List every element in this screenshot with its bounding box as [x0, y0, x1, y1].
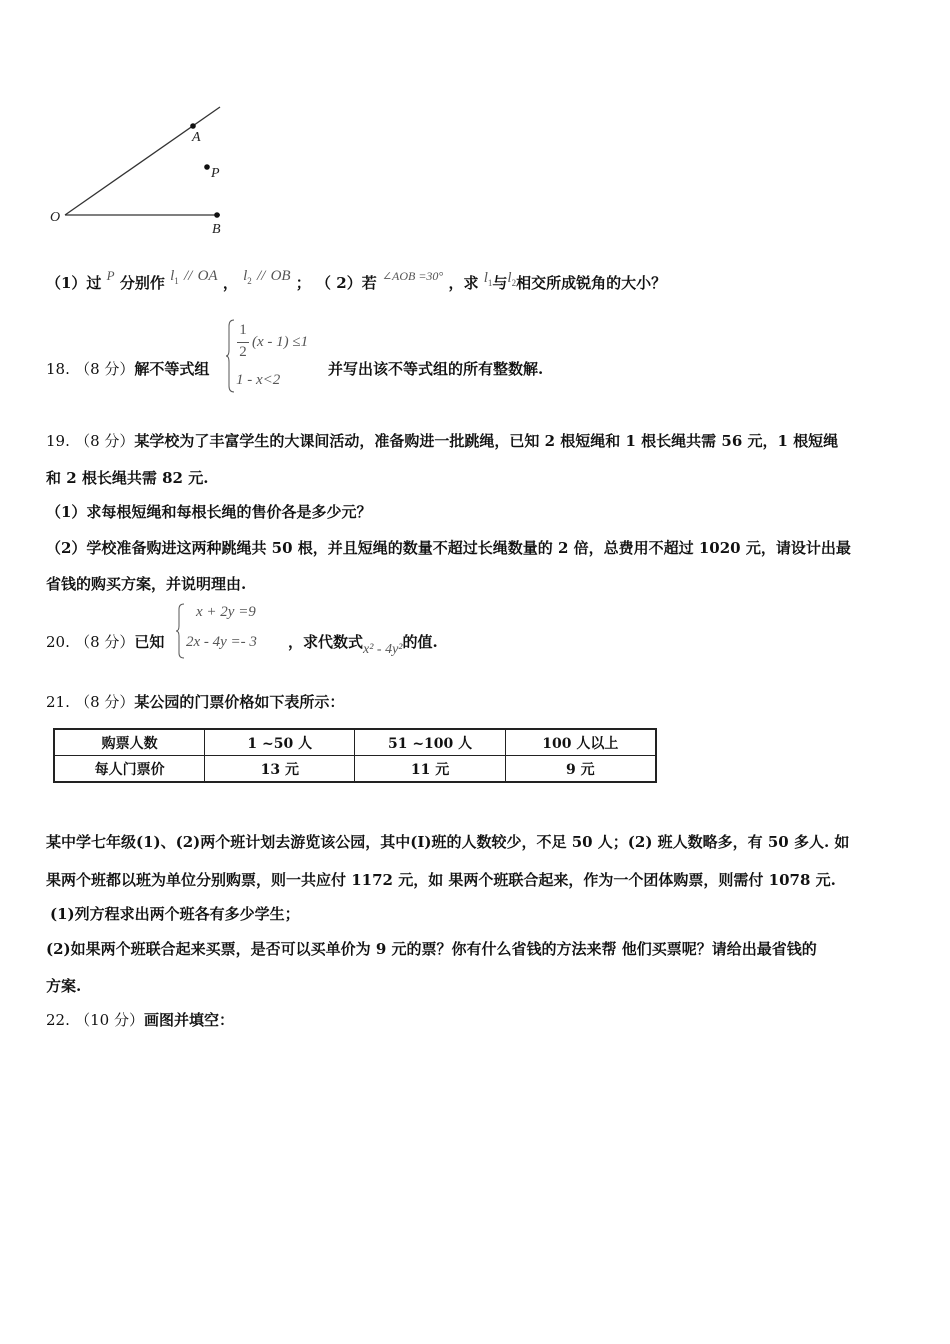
q21-para-line1: 某中学七年级(1)、(2)两个班计划去游览该公园，其中(I)班的人数较少，不足 50 人；(2) 班人数略多，有 50 多人. 如 — [46, 833, 850, 851]
label-A: A — [192, 130, 201, 145]
point-A — [190, 123, 196, 129]
ticket-price-table — [53, 728, 657, 783]
left-brace-icon — [226, 318, 236, 394]
angle-figure — [40, 95, 260, 245]
point-B — [214, 212, 220, 218]
q21-line: 21. （8 分）某公园的门票价格如下表所示： — [46, 693, 345, 711]
q18-suffix: 并写出该不等式组的所有整数解. — [328, 360, 544, 378]
table-cell: 每人门票价 — [54, 756, 205, 783]
q17-parts-line: （1）过 P 分别作 $l_1$ // OA ， $l_2$ // OB ； （ 2）若 $^{\angle AOB =30^\circ}$ ，求 $l_1$与$l_2$相交所成锐角的大小？ — [46, 268, 667, 292]
table-cell: 11 元 — [355, 756, 505, 783]
q20-line: 20. （8 分）已知 — [46, 633, 165, 651]
q21-para-line2: 果两个班都以班为单位分别购票，则一共应付 1172 元，如 果两个班联合起来，作为一个团体购票，则需付 1078 元. — [46, 871, 836, 889]
q19-line2: 和 2 根长绳共需 82 元. — [46, 469, 209, 487]
q18-system: 1 2 (x - 1) ≤1 1 - x<2 — [226, 318, 326, 394]
q20-suffix: ，求代数式x² - 4y²的值. — [288, 633, 438, 657]
q21-sub2-line1: (2)如果两个班联合起来买票，是否可以买单价为 9 元的票？你有什么省钱的方法来帮 他们买票呢？请给出最省钱的 — [46, 940, 817, 958]
label-O: O — [50, 210, 61, 225]
q19-part2-line2: 省钱的购买方案，并说明理由. — [46, 575, 247, 593]
label-P: P — [211, 166, 220, 181]
point-P — [204, 164, 210, 170]
q21-sub2-line2: 方案. — [46, 977, 82, 995]
ray-OA — [65, 107, 220, 215]
left-brace-icon — [176, 602, 186, 660]
table-cell: 13 元 — [205, 756, 355, 783]
label-B: B — [212, 222, 221, 237]
table-cell: 9 元 — [505, 756, 656, 783]
q19-line1: 19. （8 分）某学校为了丰富学生的大课间活动，准备购进一批跳绳，已知 2 根短绳和 1 根长绳共需 56 元，1 根短绳 — [46, 432, 839, 450]
q22-line: 22. （10 分）画图并填空： — [46, 1011, 234, 1029]
table-cell: 购票人数 — [54, 729, 205, 756]
table-cell: 51 ~100 人 — [355, 729, 505, 756]
q19-part1: （1）求每根短绳和每根长绳的售价各是多少元？ — [46, 503, 372, 521]
q18-line: 18. （8 分）解不等式组 — [46, 360, 210, 378]
q20-system: x + 2y =9 2x - 4y =- 3 — [176, 602, 286, 660]
q19-part2-line1: （2）学校准备购进这两种跳绳共 50 根，并且短绳的数量不超过长绳数量的 2 倍，总费用不超过 1020 元，请设计出最 — [46, 539, 851, 557]
table-row — [54, 756, 656, 783]
table-cell: 1 ~50 人 — [205, 729, 355, 756]
q21-sub1: (1)列方程求出两个班各有多少学生； — [50, 905, 300, 923]
table-cell: 100 人以上 — [505, 729, 656, 756]
table-row — [54, 729, 656, 756]
